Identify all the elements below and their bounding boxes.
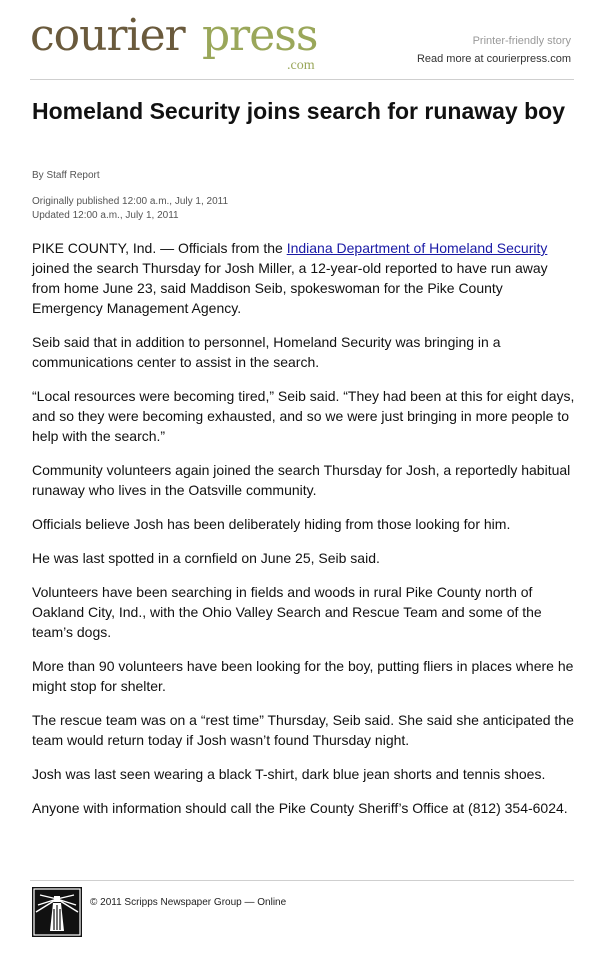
paragraph-text: joined the search Thursday for Josh Miller, a 12-year-old reported to have run away from home June 23, said Maddison Seib, spokeswoman for the Pike County Emergency Management Agency. — [32, 260, 548, 316]
article-paragraph: More than 90 volunteers have been looking for the boy, putting fliers in places where he might stop for shelter. — [32, 658, 574, 694]
article-title: Homeland Security joins search for runaway boy — [32, 98, 565, 124]
article-paragraph: “Local resources were becoming tired,” Seib said. “They had been at this for eight days, and so they were becoming exhausted, and so we were just bringing in more people to help with the search.” — [32, 388, 575, 444]
printer-friendly-label: Printer-friendly story — [472, 35, 571, 47]
article-paragraph: Volunteers have been searching in fields and woods in rural Pike County north of Oakland City, Ind., with the Ohio Valley Search and Rescue Team and some of the team’s dogs. — [32, 584, 542, 640]
logo-dotcom-text: .com — [287, 58, 315, 73]
article-byline: By Staff Report — [32, 170, 100, 181]
article-paragraph: He was last spotted in a cornfield on June 25, Seib said. — [32, 550, 380, 566]
copyright-text: © 2011 Scripps Newspaper Group — Online — [90, 897, 287, 908]
article-paragraph: Officials believe Josh has been deliberately hiding from those looking for him. — [32, 516, 511, 532]
logo-courier-text: courier — [30, 10, 185, 61]
article-paragraph: Anyone with information should call the Pike County Sheriff’s Office at (812) 354-6024. — [32, 800, 568, 816]
footer-divider — [30, 880, 574, 881]
originally-published: Originally published 12:00 a.m., July 1, 2011 — [32, 196, 229, 207]
article-paragraph: The rescue team was on a “rest time” Thursday, Seib said. She said she anticipated the team would return today if Josh wasn’t found Thursday night. — [32, 712, 574, 748]
article-paragraph: Community volunteers again joined the search Thursday for Josh, a reportedly habitual runaway who lives in the Oatsville community. — [32, 462, 571, 498]
scripps-lighthouse-icon — [32, 887, 82, 937]
publication-dates — [32, 195, 228, 223]
paragraph-text: PIKE COUNTY, Ind. — Officials from the — [32, 240, 287, 256]
read-more-link[interactable]: Read more at courierpress.com — [416, 53, 571, 65]
article-paragraph: Josh was last seen wearing a black T-shirt, dark blue jean shorts and tennis shoes. — [32, 766, 546, 782]
logo-press-text: press — [202, 10, 318, 61]
homeland-security-link[interactable]: Indiana Department of Homeland Security — [286, 240, 548, 256]
site-header — [0, 0, 605, 80]
header-links — [417, 34, 571, 66]
header-divider — [30, 79, 574, 80]
article-paragraph: Seib said that in addition to personnel, Homeland Security was bringing in a communications center to assist in the search. — [32, 334, 501, 370]
article-body — [32, 238, 577, 832]
article-paragraph — [32, 238, 577, 318]
updated-date: Updated 12:00 a.m., July 1, 2011 — [32, 210, 179, 221]
